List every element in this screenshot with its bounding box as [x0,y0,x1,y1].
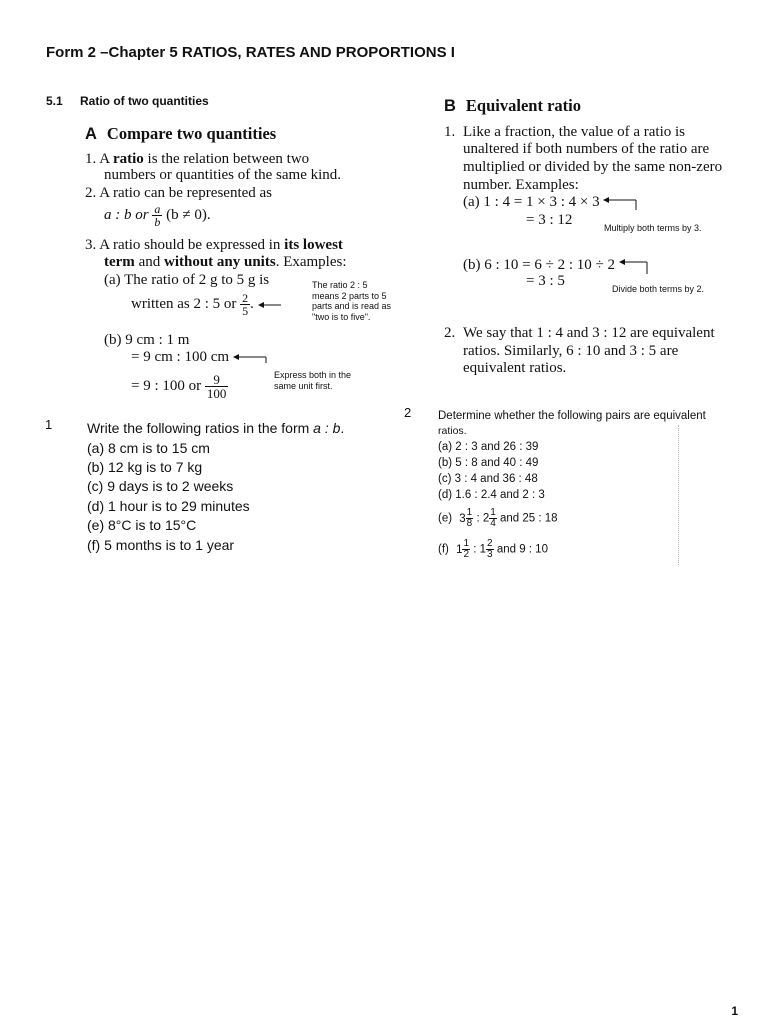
question-2-prompt-line-2: ratios. [438,425,467,437]
part-b-point-2-line-1: We say that 1 : 4 and 3 : 12 are equivalent [463,325,715,341]
text: = 9 : 100 or [131,377,202,394]
point-number: 1. [85,151,97,167]
mixed-fraction: $\frac{2}{3}$ [487,538,493,560]
left-arrow-icon [233,353,267,363]
example-b-a-line-2: = 3 : 12 [526,212,573,228]
text: A ratio should be expressed in [99,237,285,253]
example-a-line-2 [131,292,282,317]
ratio-notation [104,203,211,228]
question-1-item: (c) 9 days is to 2 weeks [87,478,234,494]
example-b-line-2 [131,348,267,367]
math-notation: a : b [313,420,341,436]
question-1-item: (b) 12 kg is to 7 kg [87,459,203,475]
text: . Examples: [275,254,347,270]
part-a-heading [85,124,276,144]
part-b-point-2-line-2: ratios. Similarly, 6 : 10 and 3 : 5 are [463,343,679,359]
text: . [250,295,254,312]
part-b-heading [444,96,581,116]
section-number: 5.1 [46,94,63,108]
text: = 9 cm : 100 cm [131,349,230,365]
section-heading [46,94,209,108]
text: A ratio can be represented as [99,185,273,201]
text: (b ≠ 0). [166,206,211,223]
part-b-point-1-line-2: unaltered if both numbers of the ratio are [463,141,710,157]
left-arrow-icon [619,258,649,274]
mixed-fraction: $\frac{1}{4}$ [490,507,496,529]
text: and [134,254,164,270]
part-a-letter: A [85,125,97,143]
fraction-a-over-b: $\frac{a}{b}$ [154,202,161,229]
part-b-point-1-line-4: number. Examples: [463,177,579,193]
question-1-prompt [87,419,344,439]
item-label: (f) [438,543,449,556]
part-b-point-2-number: 2. [444,325,456,341]
example-a-line-1 [104,271,269,290]
text: and 25 : 18 [500,512,558,525]
example-b-b-note: Divide both terms by 2. [612,284,705,294]
point-number: 2. [85,185,97,201]
ratio-separator: : [476,512,480,525]
text: and 9 : 10 [496,543,548,556]
text: is the relation between two [143,151,310,167]
question-2-prompt-line-1: Determine whether the following pairs are equivalent [438,410,706,422]
example-b-a-note: Multiply both terms by 3. [604,223,702,233]
whole-number: 3 [459,512,466,525]
whole-number: 1 [479,543,487,556]
ratio-separator: : [473,543,477,556]
point-number: 3. [85,237,97,253]
whole-number: 1 [456,543,463,556]
left-arrow-icon [258,301,282,309]
bold-term: its lowest [284,237,343,253]
part-b-point-2-line-3: equivalent ratios. [463,360,567,376]
page-title: Form 2 –Chapter 5 RATIOS, RATES AND PROPORTIONS I [46,44,455,61]
part-b-title: Equivalent ratio [465,96,581,115]
question-1-item: (a) 8 cm is to 15 cm [87,440,210,456]
text: (a) 1 : 4 = 1 × 3 : 4 × 3 [463,194,600,210]
bold-term: ratio [112,151,144,167]
question-2-item: (c) 3 : 4 and 36 : 48 [438,473,538,485]
text: The ratio of 2 g to 5 g is [124,272,270,288]
part-b-letter: B [444,97,456,115]
text: written as 2 : 5 or [131,295,237,312]
example-label: (b) [104,332,122,348]
text: . [340,420,345,436]
part-b-point-1-line-1: Like a fraction, the value of a ratio is [463,124,685,140]
example-label: (a) [104,272,121,288]
part-a-point-2 [85,184,272,203]
text: Write the following ratios in the form [87,420,314,436]
text: (b) 6 : 10 = 6 ÷ 2 : 10 ÷ 2 [463,257,615,273]
question-1-item: (e) 8°C is to 15°C [87,517,197,533]
question-1-item: (f) 5 months is to 1 year [87,537,235,553]
bold-term: term [104,254,135,270]
question-2-item-f [438,539,548,560]
part-a-point-3-cont [104,253,347,272]
question-2-item: (d) 1.6 : 2.4 and 2 : 3 [438,489,545,501]
part-b-point-1-number: 1. [444,124,456,140]
fraction-9-over-100: $\frac{9}{100}$ [206,372,227,401]
page-number: 1 [731,1004,738,1018]
left-arrow-icon [603,196,637,210]
example-a-note: The ratio 2 : 5 means 2 parts to 5 parts and is read as "two is to five". [312,280,392,322]
question-1-item: (d) 1 hour is to 29 minutes [87,498,250,514]
example-b-note: Express both in the same unit first. [274,370,352,391]
item-label: (e) [438,512,453,525]
example-b-a-line-1 [463,193,637,212]
question-2-number: 2 [404,405,412,420]
question-2-item-e [438,508,558,529]
question-1-number: 1 [45,417,53,432]
example-b-line-3 [131,373,228,400]
question-2-item: (b) 5 : 8 and 40 : 49 [438,457,539,469]
example-b-b-line-2: = 3 : 5 [526,273,565,289]
text: 9 cm : 1 m [125,332,190,348]
text: a : b or [104,206,149,223]
mixed-fraction: $\frac{1}{2}$ [463,538,470,560]
section-title: Ratio of two quantities [80,94,209,108]
scan-artifact-line [678,425,679,565]
bold-term: without any units [163,254,276,270]
fraction-2-over-5: $\frac{2}{5}$ [242,291,249,318]
question-2-item: (a) 2 : 3 and 26 : 39 [438,441,539,453]
part-a-title: Compare two quantities [106,124,277,143]
mixed-fraction: $\frac{1}{8}$ [466,507,473,529]
text: A [99,151,113,167]
part-b-point-1-line-3: multiplied or divided by the same non-zero [463,159,723,175]
whole-number: 2 [482,512,490,525]
part-a-point-1-cont: numbers or quantities of the same kind. [104,167,342,183]
